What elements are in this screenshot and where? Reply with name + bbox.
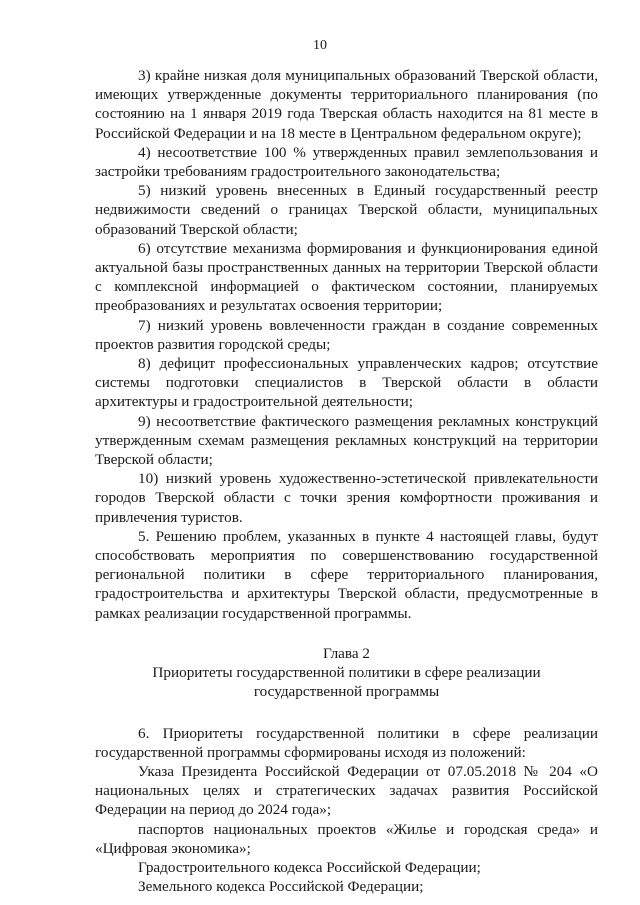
paragraph-item-5: 5) низкий уровень внесенных в Единый государственный реестр недвижимости сведений о границах Тверской области, муниципальных образований Тверской области;	[95, 182, 598, 238]
chapter-title-line-1: Приоритеты государственной политики в сфере реализации	[152, 664, 541, 682]
paragraph-item-3: 3) крайне низкая доля муниципальных образований Тверской области, имеющих утвержденные документы территориального планирования (по состоянию на 1 января 2019 года Тверская область находится на 81 месте в Российской Федерации и на 18 месте в Центральном федеральном округе);	[95, 67, 598, 142]
paragraph-land-code: Земельного кодекса Российской Федерации;	[138, 878, 424, 896]
paragraph-national-projects: паспортов национальных проектов «Жилье и городская среда» и «Цифровая экономика»;	[95, 820, 598, 857]
chapter-title-line-2: государственной программы	[253, 683, 440, 701]
paragraph-item-8: 8) дефицит профессиональных управленческих кадров; отсутствие системы подготовки специалистов в Тверской области в области архитектуры и градостроительной деятельности;	[95, 355, 598, 411]
paragraph-urban-code: Градостроительного кодекса Российской Федерации;	[138, 858, 481, 876]
page-number: 10	[313, 38, 327, 53]
paragraph-item-7: 7) низкий уровень вовлеченности граждан в создание современных проектов развития городской среды;	[95, 316, 598, 353]
paragraph-item-10: 10) низкий уровень художественно-эстетической привлекательности городов Тверской области с точки зрения комфортности проживания и привлечения туристов.	[95, 470, 598, 526]
paragraph-point-5: 5. Решению проблем, указанных в пункте 4 настоящей главы, будут способствовать мероприятия по совершенствованию государственной региональной политики в сфере территориального планирования, градостроительства и архитектуры Тверской области, предусмотренные в рамках реализации государственной программы.	[95, 527, 598, 622]
paragraph-point-6: 6. Приоритеты государственной политики в сфере реализации государственной программы сформированы исходя из положений:	[95, 724, 598, 761]
paragraph-item-4: 4) несоответствие 100 % утвержденных правил землепользования и застройки требованиям градостроительного законодательства;	[95, 143, 598, 181]
paragraph-item-6: 6) отсутствие механизма формирования и функционирования единой актуальной базы пространственных данных на территории Тверской области с комплексной информацией о фактическом состоянии, планируемых преобразованиях и результатах освоения территории;	[95, 239, 598, 315]
chapter-label: Глава 2	[322, 644, 371, 662]
paragraph-decree: Указа Президента Российской Федерации от 07.05.2018 № 204 «О национальных целях и стратегических задачах развития Российской Федерации на период до 2024 года»;	[95, 762, 598, 819]
paragraph-item-9: 9) несоответствие фактического размещения рекламных конструкций утвержденным схемам размещения рекламных конструкций на территории Тверской области;	[95, 412, 598, 469]
document-body	[95, 66, 598, 896]
